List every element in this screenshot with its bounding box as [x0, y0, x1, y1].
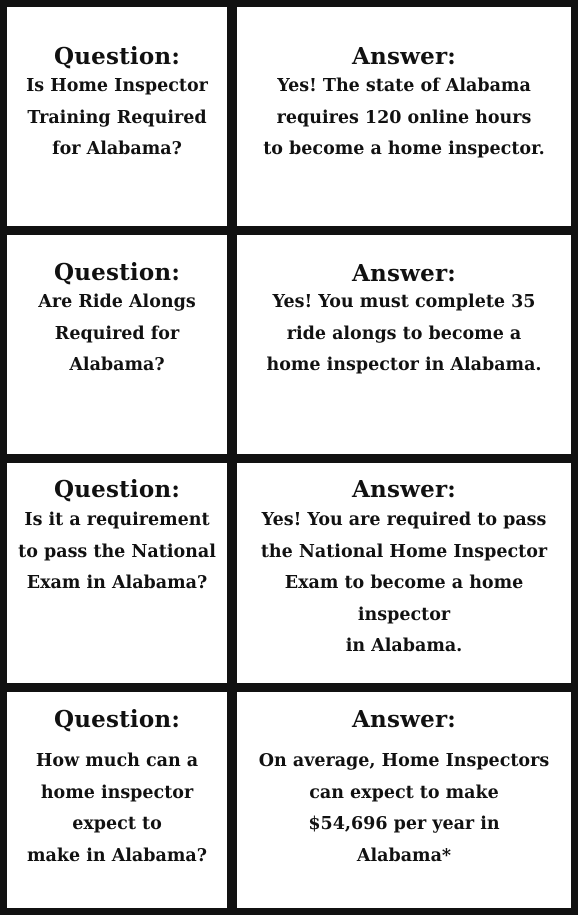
question-text: How much can a home inspector expect to make in Alabama?: [27, 751, 207, 866]
question-cell: [7, 7, 227, 226]
answer-text: Yes! You are required to pass the National Home Inspector Exam to become a home inspector in Alabama.: [260, 510, 548, 656]
question-cell: [7, 463, 227, 683]
answer-heading: Answer:: [352, 706, 456, 733]
answer-cell: [237, 463, 571, 683]
question-heading: Question:: [53, 259, 181, 286]
question-cell: [7, 692, 227, 908]
question-text: Is Home Inspector Training Required for Alabama?: [26, 76, 208, 159]
answer-cell: [237, 692, 571, 908]
answer-heading: Answer:: [352, 43, 456, 70]
answer-heading: Answer:: [352, 476, 456, 503]
question-cell: [7, 235, 227, 454]
answer-text: On average, Home Inspectors can expect to make $54,696 per year in Alabama*: [258, 751, 550, 866]
answer-text: Yes! You must complete 35 ride alongs to become a home inspector in Alabama.: [266, 292, 542, 375]
question-text: Are Ride Alongs Required for Alabama?: [38, 292, 196, 375]
answer-heading: Answer:: [352, 260, 456, 287]
question-heading: Question:: [53, 706, 181, 733]
answer-cell: [237, 235, 571, 454]
question-heading: Question:: [53, 43, 181, 70]
question-text: Is it a requirement to pass the National Exam in Alabama?: [18, 510, 216, 593]
answer-cell: [237, 7, 571, 226]
question-heading: Question:: [53, 476, 181, 503]
answer-text: Yes! The state of Alabama requires 120 online hours to become a home inspector.: [263, 76, 545, 159]
